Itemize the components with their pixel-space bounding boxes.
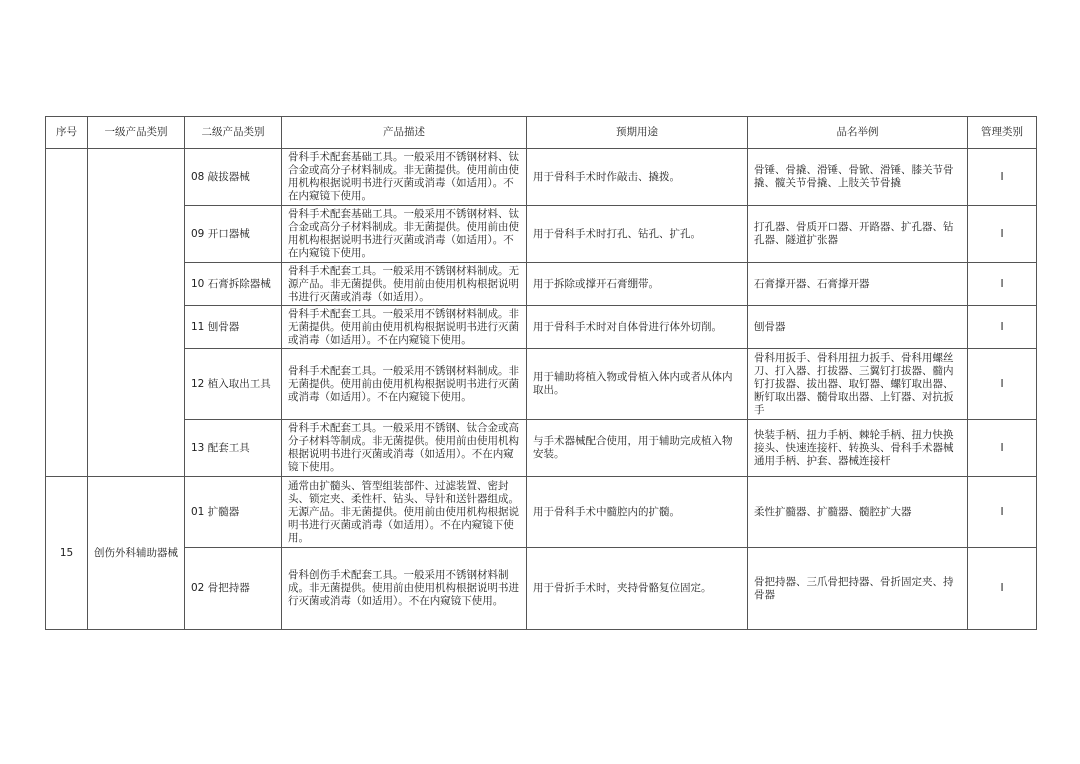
header-index: 序号 xyxy=(46,117,88,149)
table-row xyxy=(46,420,1037,477)
description-cell: 骨科手术配套工具。一般采用不锈钢材料制成。无源产品。非无菌提供。使用前由使用机构根据说明书进行灭菌或消毒（如适用）。 xyxy=(282,263,527,306)
level2-cell: 01 扩髓器 xyxy=(185,477,282,548)
examples-cell: 骨锤、骨撬、滑锤、骨锨、滑锤、膝关节骨撬、髋关节骨撬、上肢关节骨撬 xyxy=(748,149,968,206)
level2-cell: 02 骨把持器 xyxy=(185,548,282,630)
header-examples: 品名举例 xyxy=(748,117,968,149)
level2-cell: 09 开口器械 xyxy=(185,206,282,263)
description-cell: 骨科手术配套工具。一般采用不锈钢、钛合金或高分子材料等制成。非无菌提供。使用前由使用机构根据说明书进行灭菌或消毒（如适用）。不在内窥镜下使用。 xyxy=(282,420,527,477)
description-cell: 骨科手术配套基础工具。一般采用不锈钢材料、钛合金或高分子材料制成。非无菌提供。使用前由使用机构根据说明书进行灭菌或消毒（如适用）。不在内窥镜下使用。 xyxy=(282,206,527,263)
intended-use-cell: 用于骨科手术时作敲击、撬拨。 xyxy=(527,149,748,206)
description-cell: 骨科创伤手术配套工具。一般采用不锈钢材料制成。非无菌提供。使用前由使用机构根据说明书进行灭菌或消毒（如适用）。不在内窥镜下使用。 xyxy=(282,548,527,630)
table-row xyxy=(46,306,1037,349)
level2-cell: 10 石膏拆除器械 xyxy=(185,263,282,306)
level2-cell: 13 配套工具 xyxy=(185,420,282,477)
header-description: 产品描述 xyxy=(282,117,527,149)
table-row xyxy=(46,263,1037,306)
header-row xyxy=(46,117,1037,149)
index-cell: 15 xyxy=(46,477,88,630)
examples-cell: 刨骨器 xyxy=(748,306,968,349)
class-cell: I xyxy=(968,548,1037,630)
examples-cell: 快装手柄、扭力手柄、棘轮手柄、扭力快换接头、快速连接杆、转换头、骨科手术器械通用手柄、护套、器械连接杆 xyxy=(748,420,968,477)
level2-cell: 12 植入取出工具 xyxy=(185,349,282,420)
intended-use-cell: 用于拆除或撑开石膏绷带。 xyxy=(527,263,748,306)
intended-use-cell: 与手术器械配合使用，用于辅助完成植入物安装。 xyxy=(527,420,748,477)
class-cell: I xyxy=(968,149,1037,206)
intended-use-cell: 用于骨科手术时对自体骨进行体外切削。 xyxy=(527,306,748,349)
table-row xyxy=(46,477,1037,548)
level1-cell-empty xyxy=(88,149,185,477)
level2-cell: 11 刨骨器 xyxy=(185,306,282,349)
table-row xyxy=(46,349,1037,420)
level2-cell: 08 敲拔器械 xyxy=(185,149,282,206)
class-cell: I xyxy=(968,206,1037,263)
header-level2: 二级产品类别 xyxy=(185,117,282,149)
table-row xyxy=(46,149,1037,206)
class-cell: I xyxy=(968,349,1037,420)
examples-cell: 骨把持器、三爪骨把持器、骨折固定夹、持骨器 xyxy=(748,548,968,630)
index-cell-empty xyxy=(46,149,88,477)
table-row xyxy=(46,548,1037,630)
catalog-table xyxy=(45,116,1037,630)
level1-cell: 创伤外科辅助器械 xyxy=(88,477,185,630)
header-level1: 一级产品类别 xyxy=(88,117,185,149)
description-cell: 骨科手术配套工具。一般采用不锈钢材料制成。非无菌提供。使用前由使用机构根据说明书进行灭菌或消毒（如适用）。不在内窥镜下使用。 xyxy=(282,306,527,349)
examples-cell: 骨科用扳手、骨科用扭力扳手、骨科用螺丝刀、打入器、打拔器、三翼钉打拔器、髓内钉打拔器、拔出器、取钉器、螺钉取出器、断钉取出器、髓骨取出器、上钉器、对抗扳手 xyxy=(748,349,968,420)
intended-use-cell: 用于骨折手术时，夹持骨骼复位固定。 xyxy=(527,548,748,630)
intended-use-cell: 用于辅助将植入物或骨植入体内或者从体内取出。 xyxy=(527,349,748,420)
table-row xyxy=(46,206,1037,263)
class-cell: I xyxy=(968,477,1037,548)
header-class: 管理类别 xyxy=(968,117,1037,149)
class-cell: I xyxy=(968,263,1037,306)
intended-use-cell: 用于骨科手术中髓腔内的扩髓。 xyxy=(527,477,748,548)
examples-cell: 石膏撑开器、石膏撑开器 xyxy=(748,263,968,306)
description-cell: 通常由扩髓头、管型组装部件、过滤装置、密封头、锁定夹、柔性杆、钻头、导针和送针器组成。无源产品。非无菌提供。使用前由使用机构根据说明书进行灭菌或消毒（如适用）。不在内窥镜下使用。 xyxy=(282,477,527,548)
description-cell: 骨科手术配套基础工具。一般采用不锈钢材料、钛合金或高分子材料制成。非无菌提供。使用前由使用机构根据说明书进行灭菌或消毒（如适用）。不在内窥镜下使用。 xyxy=(282,149,527,206)
description-cell: 骨科手术配套工具。一般采用不锈钢材料制成。非无菌提供。使用前由使用机构根据说明书进行灭菌或消毒（如适用）。不在内窥镜下使用。 xyxy=(282,349,527,420)
examples-cell: 柔性扩髓器、扩髓器、髓腔扩大器 xyxy=(748,477,968,548)
class-cell: I xyxy=(968,420,1037,477)
intended-use-cell: 用于骨科手术时打孔、钻孔、扩孔。 xyxy=(527,206,748,263)
header-intended-use: 预期用途 xyxy=(527,117,748,149)
examples-cell: 打孔器、骨质开口器、开路器、扩孔器、钻孔器、隧道扩张器 xyxy=(748,206,968,263)
class-cell: I xyxy=(968,306,1037,349)
